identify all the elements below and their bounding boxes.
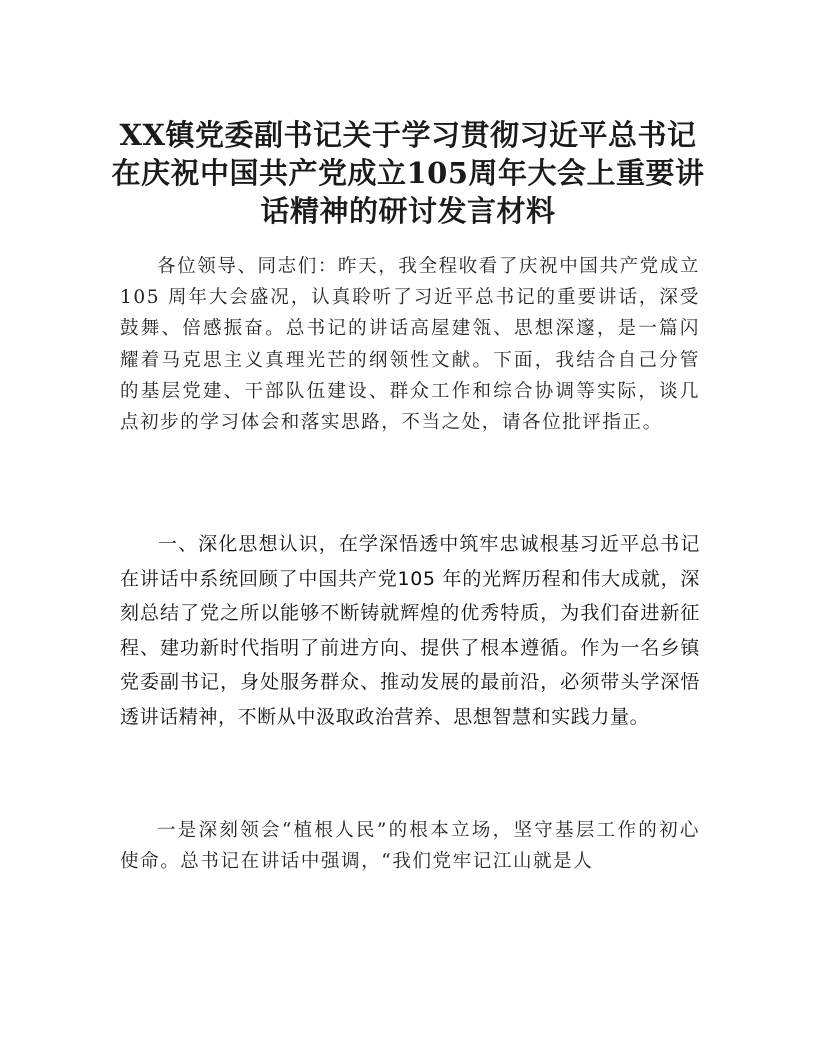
opening-paragraph: 各位领导、同志们：昨天，我全程收看了庆祝中国共产党成立105 周年大会盛况，认真聆听了习近平总书记的重要讲话，深受鼓舞、倍感振奋。总书记的讲话高屋建瓴、思想深邃，是一篇闪耀着马克思主义真理光芒的纲领性文献。下面，我结合自己分管的基层党建、干部队伍建设、群众工作和综合协调等实际，谈几点初步的学习体会和落实思路，不当之处，请各位批评指正。 [120,256,700,434]
document-title: XX镇党委副书记关于学习贯彻习近平总书记在庆祝中国共产党成立105周年大会上重要讲话精神的研讨发言材料 [111,118,705,228]
point-one-paragraph: 一是深刻领会“植根人民”的根本立场，坚守基层工作的初心使命。总书记在讲话中强调，“我们党牢记江山就是人 [120,820,700,873]
section-one-paragraph: 一、深化思想认识，在学深悟透中筑牢忠诚根基习近平总书记在讲话中系统回顾了中国共产党105 年的光辉历程和伟大成就，深刻总结了党之所以能够不断铸就辉煌的优秀特质，为我们奋进新征程、建功新时代指明了前进方向、提供了根本遵循。作为一名乡镇党委副书记，身处服务群众、推动发展的最前沿，必须带头学深悟透讲话精神，不断从中汲取政治营养、思想智慧和实践力量。 [120,533,700,728]
